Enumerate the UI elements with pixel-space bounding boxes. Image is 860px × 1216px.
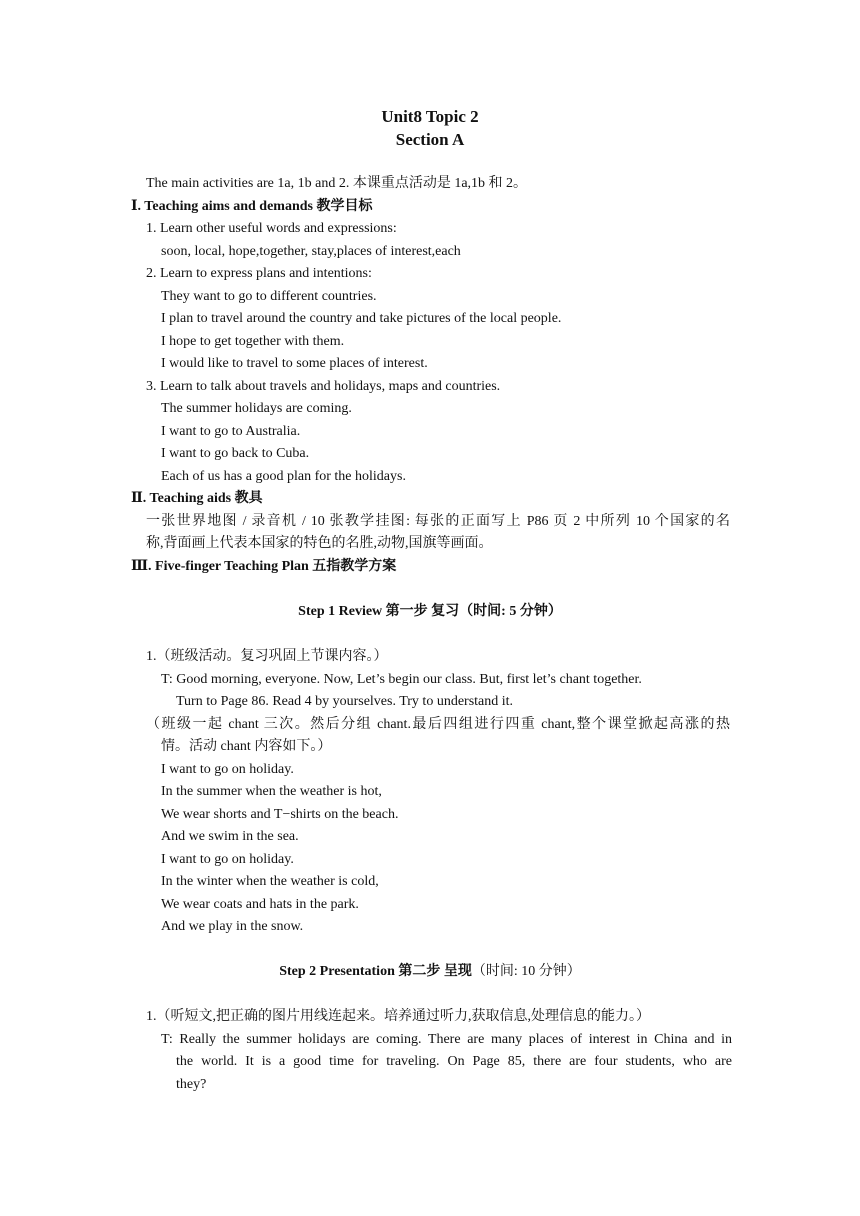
step1-heading: Step 1 Review 第一步 复习（时间: 5 分钟） (298, 604, 562, 619)
chant-line: We wear coats and hats in the park. (161, 897, 359, 912)
intro-line: The main activities are 1a, 1b and 2. 本课重点活动是 1a,1b 和 2。 (146, 176, 528, 191)
step2-heading-time: （时间: 10 分钟） (471, 964, 581, 979)
step2-item: 1.（听短文,把正确的图片用线连起来。培养通过听力,获取信息,处理信息的能力。） (146, 1009, 650, 1024)
aim-item-2-line: I plan to travel around the country and take pictures of the local people. (161, 311, 562, 326)
aim-item-1-words: soon, local, hope,together, stay,places of interest,each (161, 244, 461, 259)
document-title: Unit8 Topic 2 (381, 107, 479, 126)
aim-item-1: 1. Learn other useful words and expressions: (146, 221, 397, 236)
step2-teacher-line: they? (176, 1077, 207, 1092)
aim-item-3-line: I want to go to Australia. (161, 424, 301, 439)
step2-heading (0, 963, 860, 981)
step2-heading-title: Step 2 Presentation 第二步 呈现 (279, 964, 472, 979)
step2-teacher-line: the world. It is a good time for traveling. On Page 85, there are four students, who are (176, 1054, 732, 1069)
chant-line: And we play in the snow. (161, 919, 304, 934)
step1-teacher-line: Turn to Page 86. Read 4 by yourselves. Try to understand it. (176, 694, 514, 709)
aim-item-3-line: I want to go back to Cuba. (161, 446, 310, 461)
teaching-aids-line: 称,背面画上代表本国家的特色的名胜,动物,国旗等画面。 (146, 536, 493, 551)
step1-note: 情。活动 chant 内容如下。） (161, 739, 332, 754)
section3-heading: Ⅲ. Five-finger Teaching Plan 五指教学方案 (131, 559, 397, 574)
aim-item-3-line: Each of us has a good plan for the holidays. (161, 469, 406, 484)
teaching-aids-line: 一张世界地图 / 录音机 / 10 张教学挂图: 每张的正面写上 P86 页 2 中所列 10 个国家的名 (146, 514, 730, 529)
aim-item-2-line: I hope to get together with them. (161, 334, 345, 349)
step1-teacher-line: T: Good morning, everyone. Now, Let’s begin our class. But, first let’s chant together. (161, 672, 642, 687)
chant-line: And we swim in the sea. (161, 829, 299, 844)
chant-line: We wear shorts and T−shirts on the beach. (161, 807, 399, 822)
aim-item-3-line: The summer holidays are coming. (161, 401, 352, 416)
step1-note: （班级一起 chant 三次。然后分组 chant.最后四组进行四重 chant,整个课堂掀起高涨的热 (146, 717, 730, 732)
section2-heading: Ⅱ. Teaching aids 教具 (131, 491, 263, 506)
aim-item-2-line: I would like to travel to some places of interest. (161, 356, 428, 371)
aim-item-3: 3. Learn to talk about travels and holidays, maps and countries. (146, 379, 501, 394)
aim-item-2: 2. Learn to express plans and intentions: (146, 266, 372, 281)
step2-teacher-line: T: Really the summer holidays are coming. There are many places of interest in China and in (161, 1032, 732, 1047)
section1-heading: Ⅰ. Teaching aims and demands 教学目标 (131, 199, 373, 214)
aim-item-2-line: They want to go to different countries. (161, 289, 377, 304)
chant-line: I want to go on holiday. (161, 762, 294, 777)
chant-line: I want to go on holiday. (161, 852, 294, 867)
chant-line: In the winter when the weather is cold, (161, 874, 379, 889)
step1-item: 1.（班级活动。复习巩固上节课内容。） (146, 649, 388, 664)
chant-line: In the summer when the weather is hot, (161, 784, 382, 799)
document-subtitle: Section A (395, 130, 465, 149)
